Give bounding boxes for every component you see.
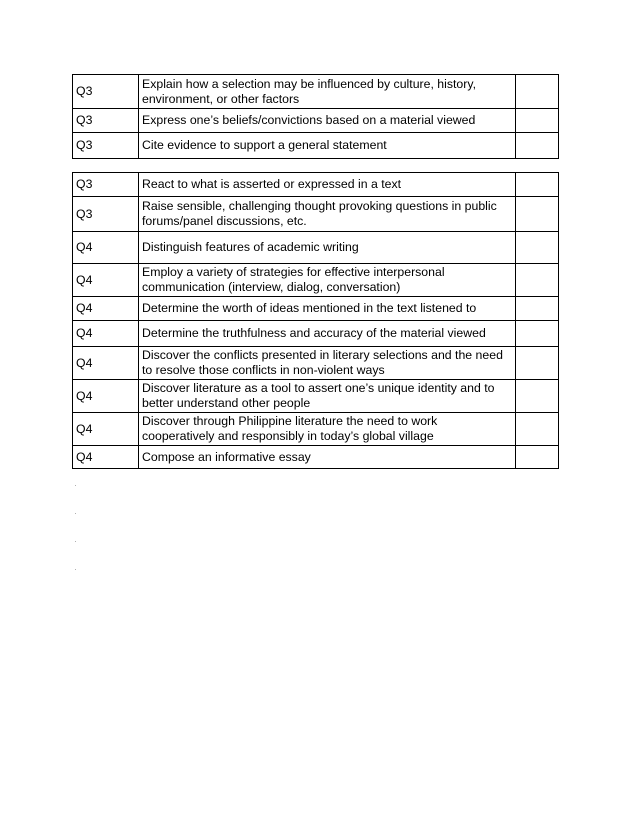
table-row	[73, 109, 559, 133]
table-row	[73, 173, 559, 197]
table-row	[73, 75, 559, 109]
competency-cell: Raise sensible, challenging thought provoking questions in public forums/panel discussions, etc.	[139, 197, 516, 232]
quarter-cell: Q4	[73, 380, 139, 413]
table-row	[73, 133, 559, 159]
quarter-cell: Q4	[73, 321, 139, 347]
remark-cell	[516, 380, 559, 413]
competency-cell: Express one’s beliefs/convictions based on a material viewed	[139, 109, 516, 133]
remark-cell	[516, 264, 559, 297]
quarter-cell: Q3	[73, 75, 139, 109]
competency-table-2	[72, 172, 559, 469]
remark-cell	[516, 446, 559, 469]
blank-line-marker	[75, 569, 76, 570]
remark-cell	[516, 232, 559, 264]
competency-cell: Discover the conflicts presented in literary selections and the need to resolve those conflicts in non-violent ways	[139, 347, 516, 380]
competency-cell: Discover through Philippine literature the need to work cooperatively and responsibly in today’s global village	[139, 413, 516, 446]
blank-line-marker	[75, 513, 76, 514]
quarter-cell: Q3	[73, 109, 139, 133]
table-row	[73, 197, 559, 232]
quarter-cell: Q4	[73, 297, 139, 321]
quarter-cell: Q3	[73, 197, 139, 232]
table-row	[73, 380, 559, 413]
remark-cell	[516, 347, 559, 380]
competency-cell: Employ a variety of strategies for effective interpersonal communication (interview, dialog, conversation)	[139, 264, 516, 297]
table-row	[73, 264, 559, 297]
competency-table-1	[72, 74, 559, 159]
quarter-cell: Q4	[73, 264, 139, 297]
competency-cell: Determine the truthfulness and accuracy of the material viewed	[139, 321, 516, 347]
quarter-cell: Q3	[73, 133, 139, 159]
remark-cell	[516, 297, 559, 321]
competency-cell: Explain how a selection may be influenced by culture, history, environment, or other factors	[139, 75, 516, 109]
remark-cell	[516, 197, 559, 232]
competency-cell: Compose an informative essay	[139, 446, 516, 469]
table-row	[73, 232, 559, 264]
table-row	[73, 297, 559, 321]
quarter-cell: Q3	[73, 173, 139, 197]
blank-line-marker	[75, 485, 76, 486]
quarter-cell: Q4	[73, 446, 139, 469]
quarter-cell: Q4	[73, 347, 139, 380]
competency-cell: Determine the worth of ideas mentioned in the text listened to	[139, 297, 516, 321]
quarter-cell: Q4	[73, 232, 139, 264]
table-row	[73, 413, 559, 446]
competency-cell: React to what is asserted or expressed in a text	[139, 173, 516, 197]
table-row	[73, 446, 559, 469]
blank-line-marker	[75, 541, 76, 542]
remark-cell	[516, 133, 559, 159]
table-row	[73, 321, 559, 347]
competency-cell: Cite evidence to support a general statement	[139, 133, 516, 159]
remark-cell	[516, 109, 559, 133]
competency-cell: Discover literature as a tool to assert one’s unique identity and to better understand other people	[139, 380, 516, 413]
remark-cell	[516, 173, 559, 197]
remark-cell	[516, 75, 559, 109]
quarter-cell: Q4	[73, 413, 139, 446]
table-row	[73, 347, 559, 380]
remark-cell	[516, 413, 559, 446]
remark-cell	[516, 321, 559, 347]
competency-cell: Distinguish features of academic writing	[139, 232, 516, 264]
